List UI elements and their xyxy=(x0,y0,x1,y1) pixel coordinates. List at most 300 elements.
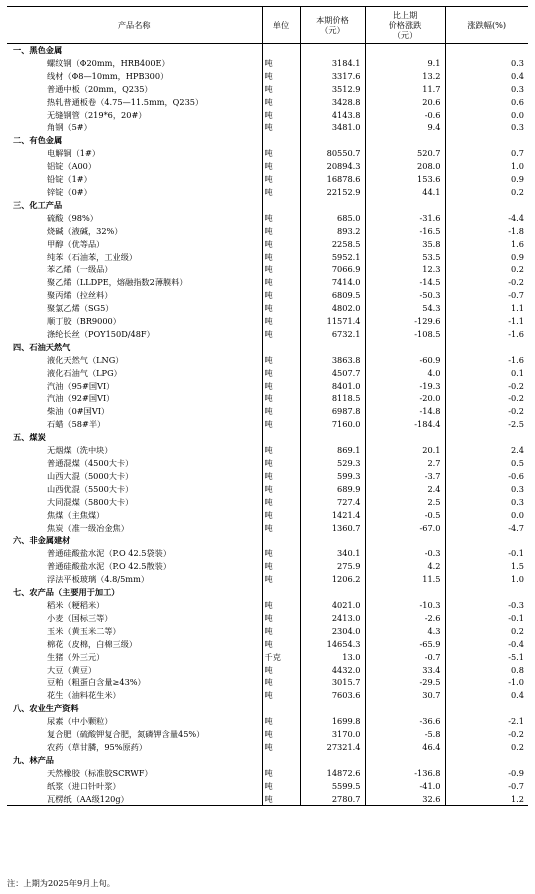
empty-cell xyxy=(262,702,300,715)
unit: 吨 xyxy=(262,599,300,612)
price-change: -31.6 xyxy=(365,212,445,225)
product-name: 聚丙烯（拉丝料） xyxy=(47,290,113,301)
unit: 吨 xyxy=(262,560,300,573)
price-change: 520.7 xyxy=(365,147,445,160)
product-name: 大豆（黄豆） xyxy=(47,664,97,675)
change-percent: -0.9 xyxy=(445,767,528,780)
current-price: 3481.0 xyxy=(300,121,365,134)
empty-cell xyxy=(365,534,445,547)
change-percent: -0.1 xyxy=(445,612,528,625)
unit: 吨 xyxy=(262,676,300,689)
table-row xyxy=(7,560,528,573)
section-row xyxy=(7,431,528,444)
table-row xyxy=(7,212,528,225)
change-percent: 1.0 xyxy=(445,573,528,586)
empty-cell xyxy=(300,586,365,599)
current-price: 1699.8 xyxy=(300,715,365,728)
unit: 吨 xyxy=(262,263,300,276)
change-percent: -1.0 xyxy=(445,676,528,689)
empty-cell xyxy=(445,134,528,147)
price-change: -36.6 xyxy=(365,715,445,728)
current-price: 4143.8 xyxy=(300,109,365,122)
change-percent: 0.1 xyxy=(445,367,528,380)
price-change: -0.6 xyxy=(365,109,445,122)
change-percent: -0.2 xyxy=(445,405,528,418)
section-row xyxy=(7,702,528,715)
current-price: 6809.5 xyxy=(300,289,365,302)
unit: 吨 xyxy=(262,289,300,302)
header-price-line2: （元） xyxy=(320,25,345,35)
table-row xyxy=(7,160,528,173)
price-change: -0.5 xyxy=(365,509,445,522)
product-name: 棉花（皮棉，白棉三级） xyxy=(47,638,138,649)
empty-cell xyxy=(262,44,300,57)
table-row xyxy=(7,496,528,509)
section-title: 七、农产品（主要用于加工） xyxy=(13,587,120,598)
unit: 吨 xyxy=(262,367,300,380)
price-change: -2.6 xyxy=(365,612,445,625)
product-name: 液化石油气（LPG） xyxy=(47,367,122,378)
product-name: 无缝钢管（219*6，20#） xyxy=(47,109,147,120)
table-row xyxy=(7,83,528,96)
current-price: 4432.0 xyxy=(300,664,365,677)
empty-cell xyxy=(365,431,445,444)
product-name: 普通中板（20mm，Q235） xyxy=(47,83,153,94)
product-name: 甲醇（优等品） xyxy=(47,238,105,249)
table-row xyxy=(7,547,528,560)
current-price: 1421.4 xyxy=(300,509,365,522)
empty-cell xyxy=(445,586,528,599)
current-price: 7160.0 xyxy=(300,418,365,431)
change-percent: -0.1 xyxy=(445,547,528,560)
change-percent: 0.0 xyxy=(445,109,528,122)
current-price: 340.1 xyxy=(300,547,365,560)
empty-cell xyxy=(262,341,300,354)
table-row xyxy=(7,793,528,806)
section-title: 一、黑色金属 xyxy=(13,45,63,55)
table-row xyxy=(7,70,528,83)
change-percent: 2.4 xyxy=(445,444,528,457)
table-row xyxy=(7,289,528,302)
current-price: 14872.6 xyxy=(300,767,365,780)
price-change: 2.4 xyxy=(365,483,445,496)
price-change: 4.2 xyxy=(365,560,445,573)
change-percent: 0.2 xyxy=(445,741,528,754)
table-row xyxy=(7,522,528,535)
unit: 吨 xyxy=(262,522,300,535)
current-price: 4507.7 xyxy=(300,367,365,380)
change-percent: 1.6 xyxy=(445,238,528,251)
product-name: 焦炭（准一级冶金焦） xyxy=(47,522,129,533)
change-percent: 0.3 xyxy=(445,83,528,96)
empty-cell xyxy=(262,431,300,444)
header-pct: 涨跌幅(%) xyxy=(445,7,528,44)
current-price: 8401.0 xyxy=(300,380,365,393)
product-name: 热轧普通板卷（4.75—11.5mm，Q235） xyxy=(47,96,204,107)
price-change: -16.5 xyxy=(365,225,445,238)
table-row xyxy=(7,573,528,586)
product-name: 铅锭（1#） xyxy=(47,174,92,185)
price-change: 153.6 xyxy=(365,173,445,186)
product-name: 聚氯乙烯（SG5） xyxy=(47,303,114,314)
table-row xyxy=(7,418,528,431)
current-price: 685.0 xyxy=(300,212,365,225)
current-price: 3512.9 xyxy=(300,83,365,96)
change-percent: 1.5 xyxy=(445,560,528,573)
product-name: 硫酸（98%） xyxy=(47,212,98,223)
unit: 吨 xyxy=(262,57,300,70)
product-name: 聚乙烯（LLDPE，熔融指数2薄膜料） xyxy=(47,277,188,288)
price-change: 2.5 xyxy=(365,496,445,509)
product-name: 苯乙烯（一级品） xyxy=(47,264,113,275)
product-name: 天然橡胶（标准胶SCRWF） xyxy=(47,767,153,778)
change-percent: -2.5 xyxy=(445,418,528,431)
current-price: 4802.0 xyxy=(300,302,365,315)
table-row xyxy=(7,147,528,160)
price-change: -29.5 xyxy=(365,676,445,689)
header-change xyxy=(365,7,445,44)
change-percent: 0.8 xyxy=(445,664,528,677)
unit: 吨 xyxy=(262,741,300,754)
price-change: -136.8 xyxy=(365,767,445,780)
current-price: 2780.7 xyxy=(300,793,365,806)
price-change: 20.6 xyxy=(365,96,445,109)
table-row xyxy=(7,625,528,638)
table-row xyxy=(7,767,528,780)
unit: 吨 xyxy=(262,793,300,806)
price-change: 44.1 xyxy=(365,186,445,199)
unit: 吨 xyxy=(262,780,300,793)
current-price: 2258.5 xyxy=(300,238,365,251)
current-price: 6987.8 xyxy=(300,405,365,418)
price-change: 9.1 xyxy=(365,57,445,70)
product-name: 普通硅酸盐水泥（P.O 42.5散装） xyxy=(47,561,172,572)
product-name: 锌锭（0#） xyxy=(47,186,92,197)
empty-cell xyxy=(300,702,365,715)
unit: 吨 xyxy=(262,251,300,264)
table-row xyxy=(7,509,528,522)
current-price: 3428.8 xyxy=(300,96,365,109)
empty-cell xyxy=(445,754,528,767)
product-name: 生猪（外三元） xyxy=(47,651,105,662)
unit: 吨 xyxy=(262,418,300,431)
unit: 吨 xyxy=(262,96,300,109)
price-change: -41.0 xyxy=(365,780,445,793)
price-change: 32.6 xyxy=(365,793,445,806)
product-name: 豆粕（粗蛋白含量≥43%） xyxy=(47,677,146,688)
change-percent: -1.1 xyxy=(445,315,528,328)
unit: 吨 xyxy=(262,470,300,483)
table-row xyxy=(7,380,528,393)
change-percent: 0.7 xyxy=(445,147,528,160)
change-percent: -0.2 xyxy=(445,276,528,289)
empty-cell xyxy=(262,586,300,599)
current-price: 529.3 xyxy=(300,457,365,470)
section-title: 八、农业生产资料 xyxy=(13,703,79,714)
table-row xyxy=(7,728,528,741)
header-unit: 单位 xyxy=(262,7,300,44)
unit: 吨 xyxy=(262,728,300,741)
product-name: 顺丁胶（BR9000） xyxy=(47,316,121,327)
product-name: 大同混煤（5800大卡） xyxy=(47,496,134,507)
unit: 吨 xyxy=(262,405,300,418)
unit: 吨 xyxy=(262,186,300,199)
table-row xyxy=(7,664,528,677)
product-name: 玉米（黄玉米二等） xyxy=(47,625,121,636)
current-price: 727.4 xyxy=(300,496,365,509)
price-change: 46.4 xyxy=(365,741,445,754)
table-row xyxy=(7,173,528,186)
product-name: 液化天然气（LNG） xyxy=(47,354,124,365)
current-price: 27321.4 xyxy=(300,741,365,754)
table-row xyxy=(7,483,528,496)
empty-cell xyxy=(300,431,365,444)
change-percent: 0.3 xyxy=(445,496,528,509)
price-change: 4.0 xyxy=(365,367,445,380)
table-row xyxy=(7,741,528,754)
product-name: 浮法平板玻璃（4.8/5mm） xyxy=(47,574,150,585)
unit: 吨 xyxy=(262,147,300,160)
current-price: 3317.6 xyxy=(300,70,365,83)
section-title: 六、非金属建材 xyxy=(13,535,71,546)
price-change: -0.3 xyxy=(365,547,445,560)
table-row xyxy=(7,599,528,612)
header-price-line1: 本期价格 xyxy=(316,15,349,25)
price-table xyxy=(7,6,528,806)
product-name: 涤纶长丝（POY150D/48F） xyxy=(47,328,155,339)
price-change: -0.7 xyxy=(365,651,445,664)
change-percent: 0.4 xyxy=(445,70,528,83)
table-row xyxy=(7,367,528,380)
price-change: 20.1 xyxy=(365,444,445,457)
current-price: 14654.3 xyxy=(300,638,365,651)
price-change: -14.8 xyxy=(365,405,445,418)
empty-cell xyxy=(300,754,365,767)
empty-cell xyxy=(365,702,445,715)
current-price: 599.3 xyxy=(300,470,365,483)
change-percent: 1.1 xyxy=(445,302,528,315)
empty-cell xyxy=(445,341,528,354)
current-price: 3184.1 xyxy=(300,57,365,70)
change-percent: -1.6 xyxy=(445,354,528,367)
change-percent: 0.3 xyxy=(445,121,528,134)
table-row xyxy=(7,328,528,341)
empty-cell xyxy=(300,44,365,57)
table-row xyxy=(7,689,528,702)
header-change-line1: 比上期 xyxy=(392,10,418,20)
price-change: -184.4 xyxy=(365,418,445,431)
price-change: 11.7 xyxy=(365,83,445,96)
empty-cell xyxy=(445,702,528,715)
section-row xyxy=(7,754,528,767)
section-row xyxy=(7,199,528,212)
unit: 吨 xyxy=(262,444,300,457)
product-name: 角钢（5#） xyxy=(47,122,92,133)
price-change: 35.8 xyxy=(365,238,445,251)
table-row xyxy=(7,276,528,289)
header-name: 产品名称 xyxy=(7,7,262,44)
product-name: 螺纹钢（Φ20mm，HRB400E） xyxy=(47,57,170,68)
table-row xyxy=(7,315,528,328)
unit: 吨 xyxy=(262,121,300,134)
price-change: 12.3 xyxy=(365,263,445,276)
unit: 吨 xyxy=(262,625,300,638)
change-percent: -0.2 xyxy=(445,728,528,741)
empty-cell xyxy=(300,341,365,354)
unit: 吨 xyxy=(262,496,300,509)
product-name: 汽油（92#国VI） xyxy=(47,393,115,404)
price-change: 33.4 xyxy=(365,664,445,677)
price-change: -65.9 xyxy=(365,638,445,651)
current-price: 80550.7 xyxy=(300,147,365,160)
product-name: 复合肥（硫酸钾复合肥，氮磷钾含量45%） xyxy=(47,729,205,740)
table-row xyxy=(7,638,528,651)
table-row xyxy=(7,470,528,483)
table-row xyxy=(7,651,528,664)
table-row xyxy=(7,354,528,367)
change-percent: 0.2 xyxy=(445,263,528,276)
current-price: 2413.0 xyxy=(300,612,365,625)
section-row xyxy=(7,341,528,354)
table-row xyxy=(7,457,528,470)
change-percent: -0.2 xyxy=(445,380,528,393)
change-percent: -5.1 xyxy=(445,651,528,664)
product-name: 焦煤（主焦煤） xyxy=(47,509,105,520)
table-row xyxy=(7,676,528,689)
empty-cell xyxy=(300,134,365,147)
unit: 吨 xyxy=(262,238,300,251)
price-change: -5.8 xyxy=(365,728,445,741)
change-percent: -0.7 xyxy=(445,289,528,302)
section-row xyxy=(7,586,528,599)
change-percent: 0.2 xyxy=(445,625,528,638)
table-row xyxy=(7,392,528,405)
section-title: 三、化工产品 xyxy=(13,199,63,210)
price-change: -3.7 xyxy=(365,470,445,483)
table-row xyxy=(7,186,528,199)
change-percent: 1.0 xyxy=(445,160,528,173)
current-price: 8118.5 xyxy=(300,392,365,405)
table-row xyxy=(7,109,528,122)
unit: 吨 xyxy=(262,767,300,780)
product-name: 铝锭（A00） xyxy=(47,161,97,172)
current-price: 3863.8 xyxy=(300,354,365,367)
unit: 吨 xyxy=(262,83,300,96)
current-price: 16878.6 xyxy=(300,173,365,186)
current-price: 3015.7 xyxy=(300,676,365,689)
empty-cell xyxy=(445,199,528,212)
current-price: 7066.9 xyxy=(300,263,365,276)
table-row xyxy=(7,302,528,315)
empty-cell xyxy=(445,534,528,547)
price-change: 54.3 xyxy=(365,302,445,315)
empty-cell xyxy=(262,134,300,147)
unit: 吨 xyxy=(262,70,300,83)
product-name: 纯苯（石油苯，工业级） xyxy=(47,251,138,262)
product-name: 无烟煤（洗中块） xyxy=(47,445,113,456)
price-change: -10.3 xyxy=(365,599,445,612)
unit: 吨 xyxy=(262,547,300,560)
table-row xyxy=(7,715,528,728)
current-price: 893.2 xyxy=(300,225,365,238)
current-price: 4021.0 xyxy=(300,599,365,612)
product-name: 稻米（粳稻米） xyxy=(47,599,105,610)
price-change: 208.0 xyxy=(365,160,445,173)
unit: 吨 xyxy=(262,664,300,677)
product-name: 山西大混（5000大卡） xyxy=(47,470,134,481)
change-percent: -0.4 xyxy=(445,638,528,651)
price-change: -20.0 xyxy=(365,392,445,405)
section-title: 二、有色金属 xyxy=(13,135,63,146)
current-price: 5599.5 xyxy=(300,780,365,793)
change-percent: 1.2 xyxy=(445,793,528,806)
unit: 吨 xyxy=(262,612,300,625)
table-row xyxy=(7,121,528,134)
price-change: 53.5 xyxy=(365,251,445,264)
empty-cell xyxy=(365,341,445,354)
unit: 吨 xyxy=(262,225,300,238)
unit: 吨 xyxy=(262,315,300,328)
table-row xyxy=(7,57,528,70)
current-price: 2304.0 xyxy=(300,625,365,638)
empty-cell xyxy=(262,199,300,212)
change-percent: -0.3 xyxy=(445,599,528,612)
product-name: 尿素（中小颗粒） xyxy=(47,716,113,727)
unit: 吨 xyxy=(262,392,300,405)
section-row xyxy=(7,534,528,547)
table-row xyxy=(7,251,528,264)
current-price: 20894.3 xyxy=(300,160,365,173)
current-price: 1360.7 xyxy=(300,522,365,535)
table-row xyxy=(7,405,528,418)
empty-cell xyxy=(445,431,528,444)
product-name: 普通混煤（4500大卡） xyxy=(47,458,134,468)
price-change: 13.2 xyxy=(365,70,445,83)
empty-cell xyxy=(365,586,445,599)
product-name: 小麦（国标三等） xyxy=(47,612,113,623)
unit: 吨 xyxy=(262,573,300,586)
unit: 吨 xyxy=(262,328,300,341)
empty-cell xyxy=(445,44,528,57)
product-name: 电解铜（1#） xyxy=(47,148,101,159)
footnote: 注：上期为2025年9月上旬。 xyxy=(7,878,115,888)
current-price: 7603.6 xyxy=(300,689,365,702)
current-price: 1206.2 xyxy=(300,573,365,586)
section-title: 五、煤炭 xyxy=(13,432,46,443)
change-percent: 0.2 xyxy=(445,186,528,199)
current-price: 869.1 xyxy=(300,444,365,457)
change-percent: 0.0 xyxy=(445,509,528,522)
unit: 吨 xyxy=(262,160,300,173)
change-percent: 0.6 xyxy=(445,96,528,109)
section-title: 九、林产品 xyxy=(13,754,54,765)
change-percent: -4.7 xyxy=(445,522,528,535)
product-name: 山西优混（5500大卡） xyxy=(47,483,134,494)
unit: 吨 xyxy=(262,509,300,522)
price-change: 30.7 xyxy=(365,689,445,702)
product-name: 汽油（95#国VI） xyxy=(47,380,115,391)
section-title: 四、石油天然气 xyxy=(13,341,71,352)
change-percent: 0.4 xyxy=(445,689,528,702)
price-change: 11.5 xyxy=(365,573,445,586)
empty-cell xyxy=(365,134,445,147)
product-name: 花生（油料花生米） xyxy=(47,690,121,701)
change-percent: -1.8 xyxy=(445,225,528,238)
current-price: 13.0 xyxy=(300,651,365,664)
table-row xyxy=(7,225,528,238)
unit: 吨 xyxy=(262,638,300,651)
price-change: -14.5 xyxy=(365,276,445,289)
